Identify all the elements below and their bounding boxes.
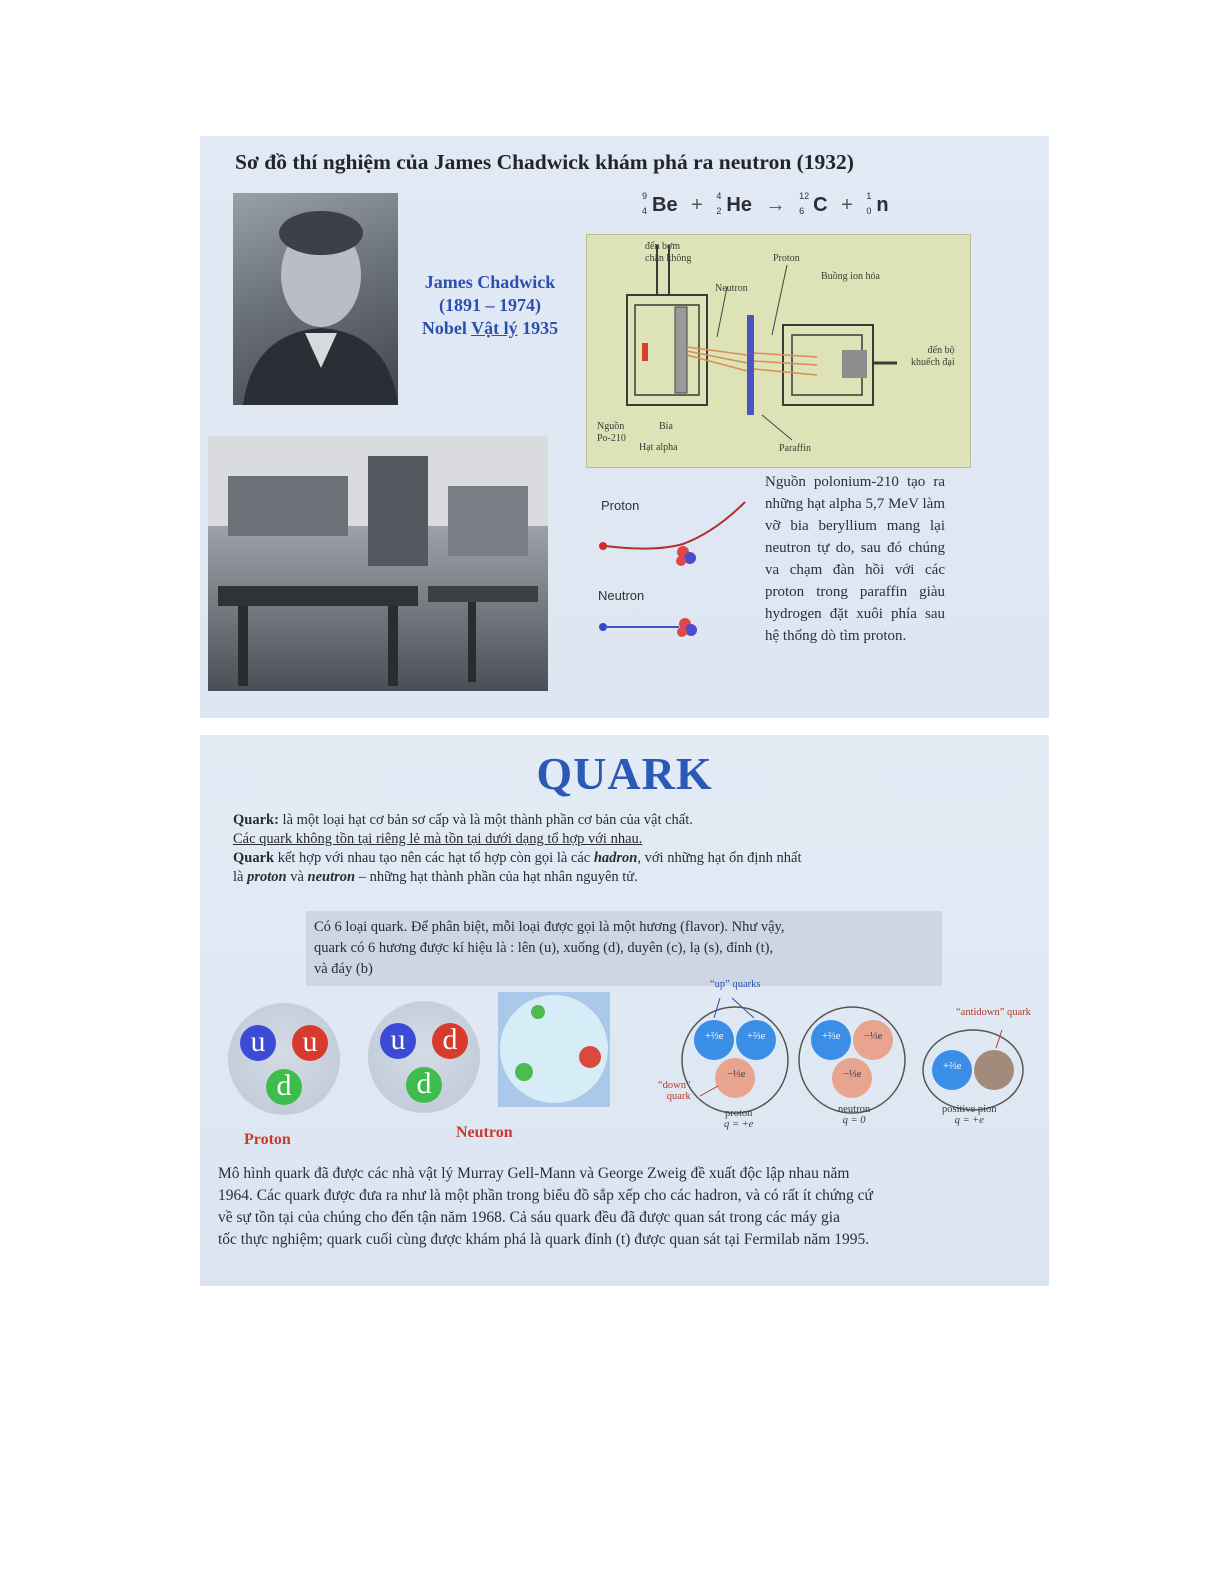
slide-chadwick <box>200 136 1049 718</box>
nuclide-c: 12 6 C <box>799 191 828 216</box>
label-ion-chamber: Buồng ion hóa <box>821 271 880 282</box>
quark-intro: Quark: là một loại hạt cơ bản sơ cấp và là một thành phần cơ bản của vật chất. Các quark không tồn tại riêng lẻ mà tồn tại dưới dạng tổ hợp với nhau. Quark kết hợp với nhau tạo nên các hạt tổ hợp còn gọi là các hadron, với những hạt ổn định nhất là proton và neutron – những hạt thành phần của hạt nhân nguyên tử. <box>233 812 802 885</box>
bio-years: (1891 – 1974) <box>439 295 541 315</box>
label-antidown-quark: “antidown” quark <box>956 1007 1031 1018</box>
label-down-quark: “down” quark <box>658 1080 691 1102</box>
proton-quark-1: u <box>240 1025 276 1061</box>
nuclear-reaction: 9 4 Be + 4 2 He → 12 6 C + 1 0 n <box>642 191 889 216</box>
charge-proton-u1: +⅔e <box>705 1031 724 1042</box>
charge-pion-u: +⅔e <box>943 1061 962 1072</box>
nuclide-n: 1 0 n <box>866 191 889 216</box>
collision-neutron-label: Neutron <box>598 588 645 603</box>
chadwick-portrait <box>233 193 398 405</box>
label-to-pump: đến bơm chân không <box>645 241 692 264</box>
bio-award: Nobel Vật lý 1935 <box>421 318 559 338</box>
collision-sketch <box>595 496 755 646</box>
charge-neutron-u: +⅔e <box>822 1031 841 1042</box>
label-target: Bia <box>659 421 673 432</box>
quark-title: QUARK <box>536 748 713 799</box>
label-alpha: Hạt alpha <box>639 442 678 453</box>
hadron-sphere-illustration <box>498 992 610 1107</box>
proton-label: Proton <box>244 1131 291 1148</box>
charge-proton-u2: +⅔e <box>747 1031 766 1042</box>
slide-quark <box>200 735 1049 1286</box>
label-neutron: Neutron <box>715 283 748 294</box>
charge-proton-d: −⅓e <box>727 1069 746 1080</box>
neutron-quark-1: u <box>380 1023 416 1059</box>
charge-neutron-d1: −⅓e <box>864 1031 883 1042</box>
flavor-box: Có 6 loại quark. Để phân biệt, mỗi loại được gọi là một hương (flavor). Như vậy, quark có 6 hương được kí hiệu là : lên (u), xuống (d), duyên (c), lạ (s), đỉnh (t), và đáy (b) <box>306 911 942 986</box>
collision-proton-label: Proton <box>601 498 640 513</box>
label-source: Nguồn Po-210 <box>597 421 626 444</box>
label-neutron-charge: neutron q = 0 <box>838 1104 871 1126</box>
bio-name: James Chadwick <box>424 272 556 292</box>
proton-quark-3: d <box>266 1069 302 1105</box>
label-pion-charge: positive pion q = +e <box>942 1104 997 1126</box>
proton-quark-2: u <box>292 1025 328 1061</box>
chadwick-bio <box>400 271 580 340</box>
label-amplifier: đến bộ khuếch đại <box>911 345 955 368</box>
chadwick-description: Nguồn polonium-210 tạo ra những hạt alpha 5,7 MeV làm vỡ bia beryllium mang lại neutron tự do, sau đó chúng va chạm đàn hồi với các proton trong paraffin giàu hydrogen đặt xuôi phía sau hệ thống dò tìm proton. <box>765 474 945 644</box>
label-paraffin: Paraffin <box>779 443 812 454</box>
apparatus-diagram <box>586 234 971 468</box>
neutron-label: Neutron <box>456 1124 513 1141</box>
nuclide-be: 9 4 Be <box>642 191 678 216</box>
neutron-quark-2: d <box>432 1023 468 1059</box>
quark-history: Mô hình quark đã được các nhà vật lý Murray Gell-Mann và George Zweig đề xuất độc lập nhau năm 1964. Các quark được đưa ra như là một phần trong biểu đồ sắp xếp cho các hadron, và có rất ít chứng cứ về sự tồn tại của chúng cho đến tận năm 1968. Cả sáu quark đều đã được quan sát trong các máy gia tốc thực nghiệm; quark cuối cùng được khám phá là quark đỉnh (t) được quan sát tại Fermilab năm 1995. <box>218 1165 873 1248</box>
label-proton: Proton <box>773 253 800 264</box>
charge-neutron-d2: −⅓e <box>843 1069 862 1080</box>
laboratory-photo <box>208 436 548 691</box>
neutron-quark-3: d <box>406 1067 442 1103</box>
label-up-quarks: “up” quarks <box>710 979 761 990</box>
label-proton-charge: proton q = +e <box>724 1108 754 1130</box>
slide1-title: Sơ đồ thí nghiệm của James Chadwick khám phá ra neutron (1932) <box>235 150 854 174</box>
nuclide-he: 4 2 He <box>716 191 752 216</box>
